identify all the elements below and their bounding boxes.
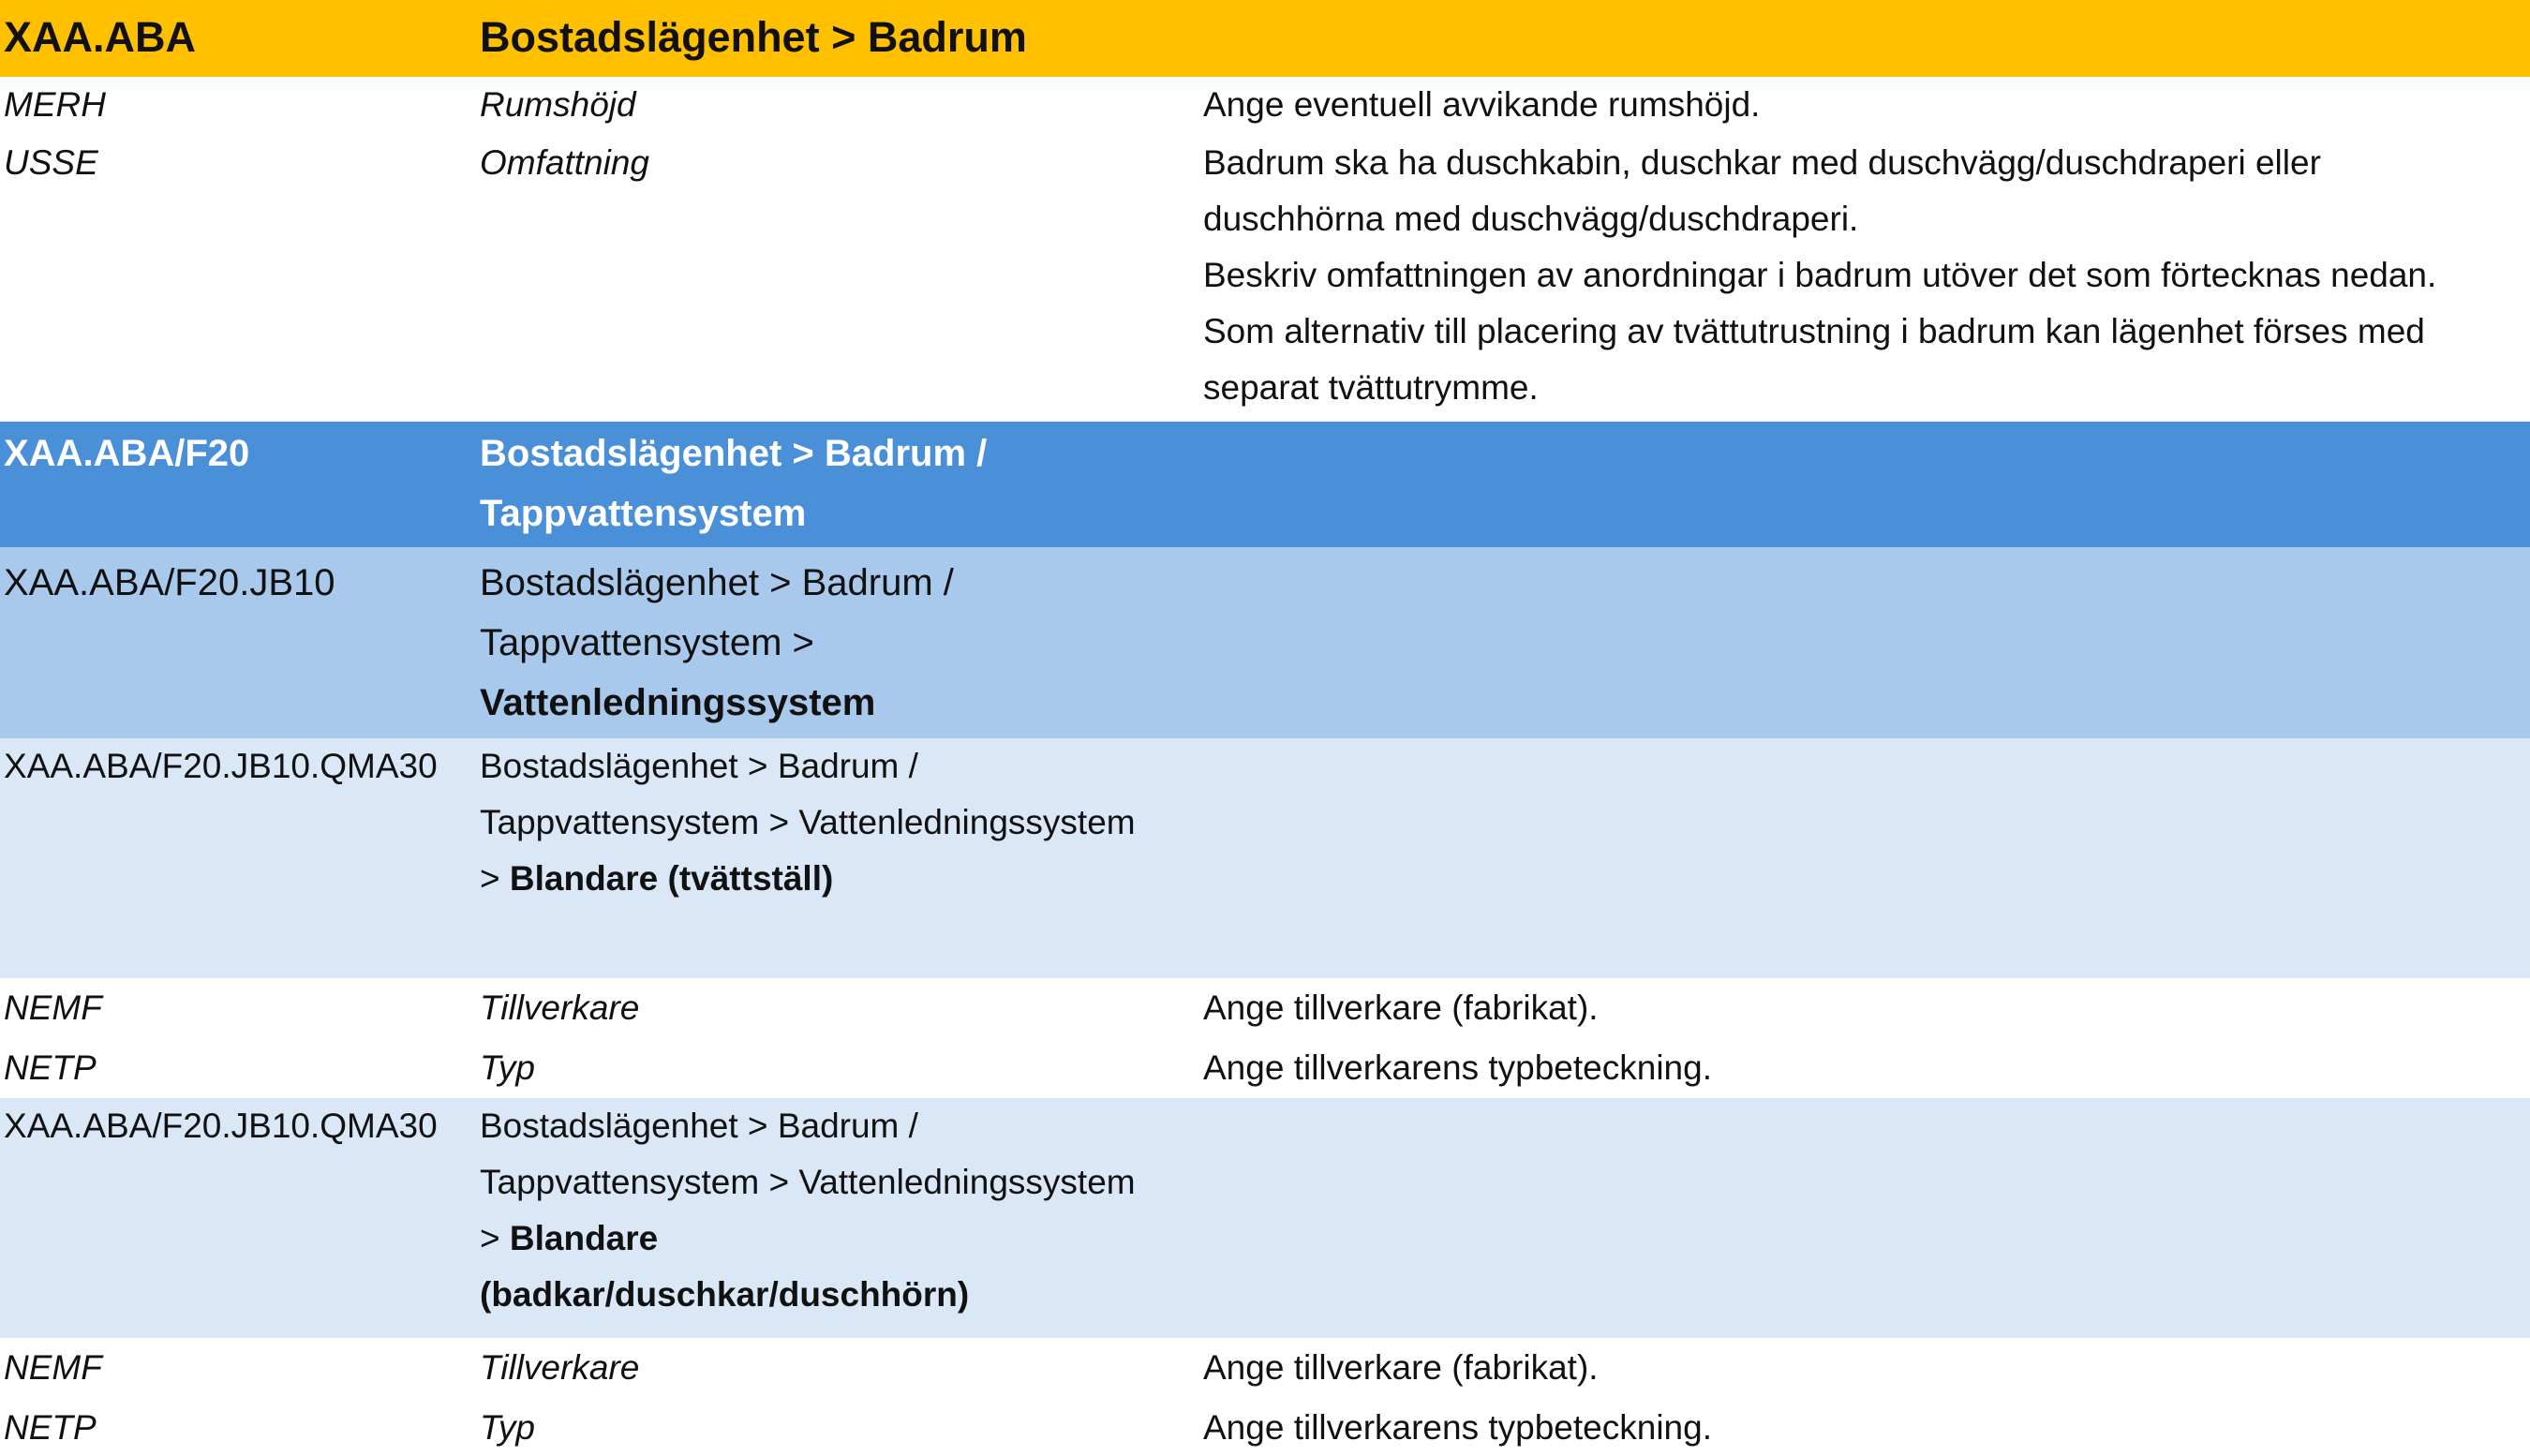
description-line: Som alternativ till placering av tvättutrustning i badrum kan lägenhet förses med xyxy=(1203,312,2425,350)
property-description xyxy=(1203,135,2524,416)
section-header-qma30-tvattstall[interactable] xyxy=(0,738,2530,978)
section-code: XAA.ABA/F20.JB10 xyxy=(4,562,335,603)
section-header-jb10[interactable] xyxy=(0,547,2530,738)
property-code: NEMF xyxy=(4,1348,102,1387)
description-line: duschhörna med duschvägg/duschdraperi. xyxy=(1203,200,1859,238)
property-description: Ange tillverkarens typbeteckning. xyxy=(1203,1408,1712,1447)
title-line: Tappvattensystem > xyxy=(480,622,814,663)
section-title xyxy=(480,423,1192,543)
title-line xyxy=(480,851,1192,907)
property-description: Ange tillverkare (fabrikat). xyxy=(1203,1348,1599,1387)
property-row-netp[interactable] xyxy=(0,1398,2530,1456)
title-bold: Blandare (tvättställ) xyxy=(509,859,834,898)
title-prefix: > xyxy=(480,1219,510,1257)
title-line: Bostadslägenhet > Badrum / xyxy=(480,1107,918,1145)
title-line-bold: (badkar/duschkar/duschhörn) xyxy=(480,1275,970,1314)
property-description: Ange tillverkarens typbeteckning. xyxy=(1203,1048,1712,1087)
property-description: Ange tillverkare (fabrikat). xyxy=(1203,988,1599,1027)
property-row-nemf[interactable] xyxy=(0,978,2530,1038)
title-line: Tappvattensystem xyxy=(480,493,807,534)
title-line: Tappvattensystem > Vattenledningssystem xyxy=(480,803,1136,841)
description-line: Beskriv omfattningen av anordningar i badrum utöver det som förtecknas nedan. xyxy=(1203,256,2437,294)
section-title: Bostadslägenhet > Badrum xyxy=(480,13,1027,61)
title-prefix: > xyxy=(480,859,510,898)
property-name: Typ xyxy=(480,1408,535,1447)
property-row-usse[interactable] xyxy=(0,135,2530,422)
property-name: Typ xyxy=(480,1048,535,1087)
title-line: Tappvattensystem > Vattenledningssystem xyxy=(480,1163,1136,1201)
section-code: XAA.ABA xyxy=(4,13,197,61)
property-row-nemf[interactable] xyxy=(0,1338,2530,1398)
section-header-xaa-aba[interactable] xyxy=(0,0,2530,77)
section-title xyxy=(480,553,1192,733)
property-code: USSE xyxy=(4,143,98,182)
property-code: NETP xyxy=(4,1048,97,1087)
title-line: Bostadslägenhet > Badrum / xyxy=(480,747,918,785)
section-code: XAA.ABA/F20 xyxy=(4,433,250,474)
property-name: Tillverkare xyxy=(480,988,640,1027)
title-line-bold: Vattenledningssystem xyxy=(480,682,876,723)
property-row-merh[interactable] xyxy=(0,77,2530,135)
title-line: Bostadslägenhet > Badrum / xyxy=(480,562,954,603)
property-code: NETP xyxy=(4,1408,97,1447)
property-name: Tillverkare xyxy=(480,1348,640,1387)
description-line: Badrum ska ha duschkabin, duschkar med duschvägg/duschdraperi eller xyxy=(1203,143,2321,182)
section-header-qma30-badkar[interactable] xyxy=(0,1098,2530,1338)
title-line: Bostadslägenhet > Badrum / xyxy=(480,433,988,474)
property-name: Rumshöjd xyxy=(480,85,636,124)
property-name: Omfattning xyxy=(480,143,649,182)
property-row-netp[interactable] xyxy=(0,1038,2530,1098)
section-title xyxy=(480,1098,1192,1323)
description-line: separat tvättutrymme. xyxy=(1203,368,1539,407)
section-code: XAA.ABA/F20.JB10.QMA30 xyxy=(4,747,438,785)
section-title xyxy=(480,738,1192,907)
property-code: MERH xyxy=(4,85,106,124)
section-code: XAA.ABA/F20.JB10.QMA30 xyxy=(4,1107,438,1145)
property-code: NEMF xyxy=(4,988,102,1027)
title-bold: Blandare xyxy=(509,1219,659,1257)
section-header-f20[interactable] xyxy=(0,422,2530,547)
title-line xyxy=(480,1211,1192,1267)
property-description: Ange eventuell avvikande rumshöjd. xyxy=(1203,85,1761,124)
